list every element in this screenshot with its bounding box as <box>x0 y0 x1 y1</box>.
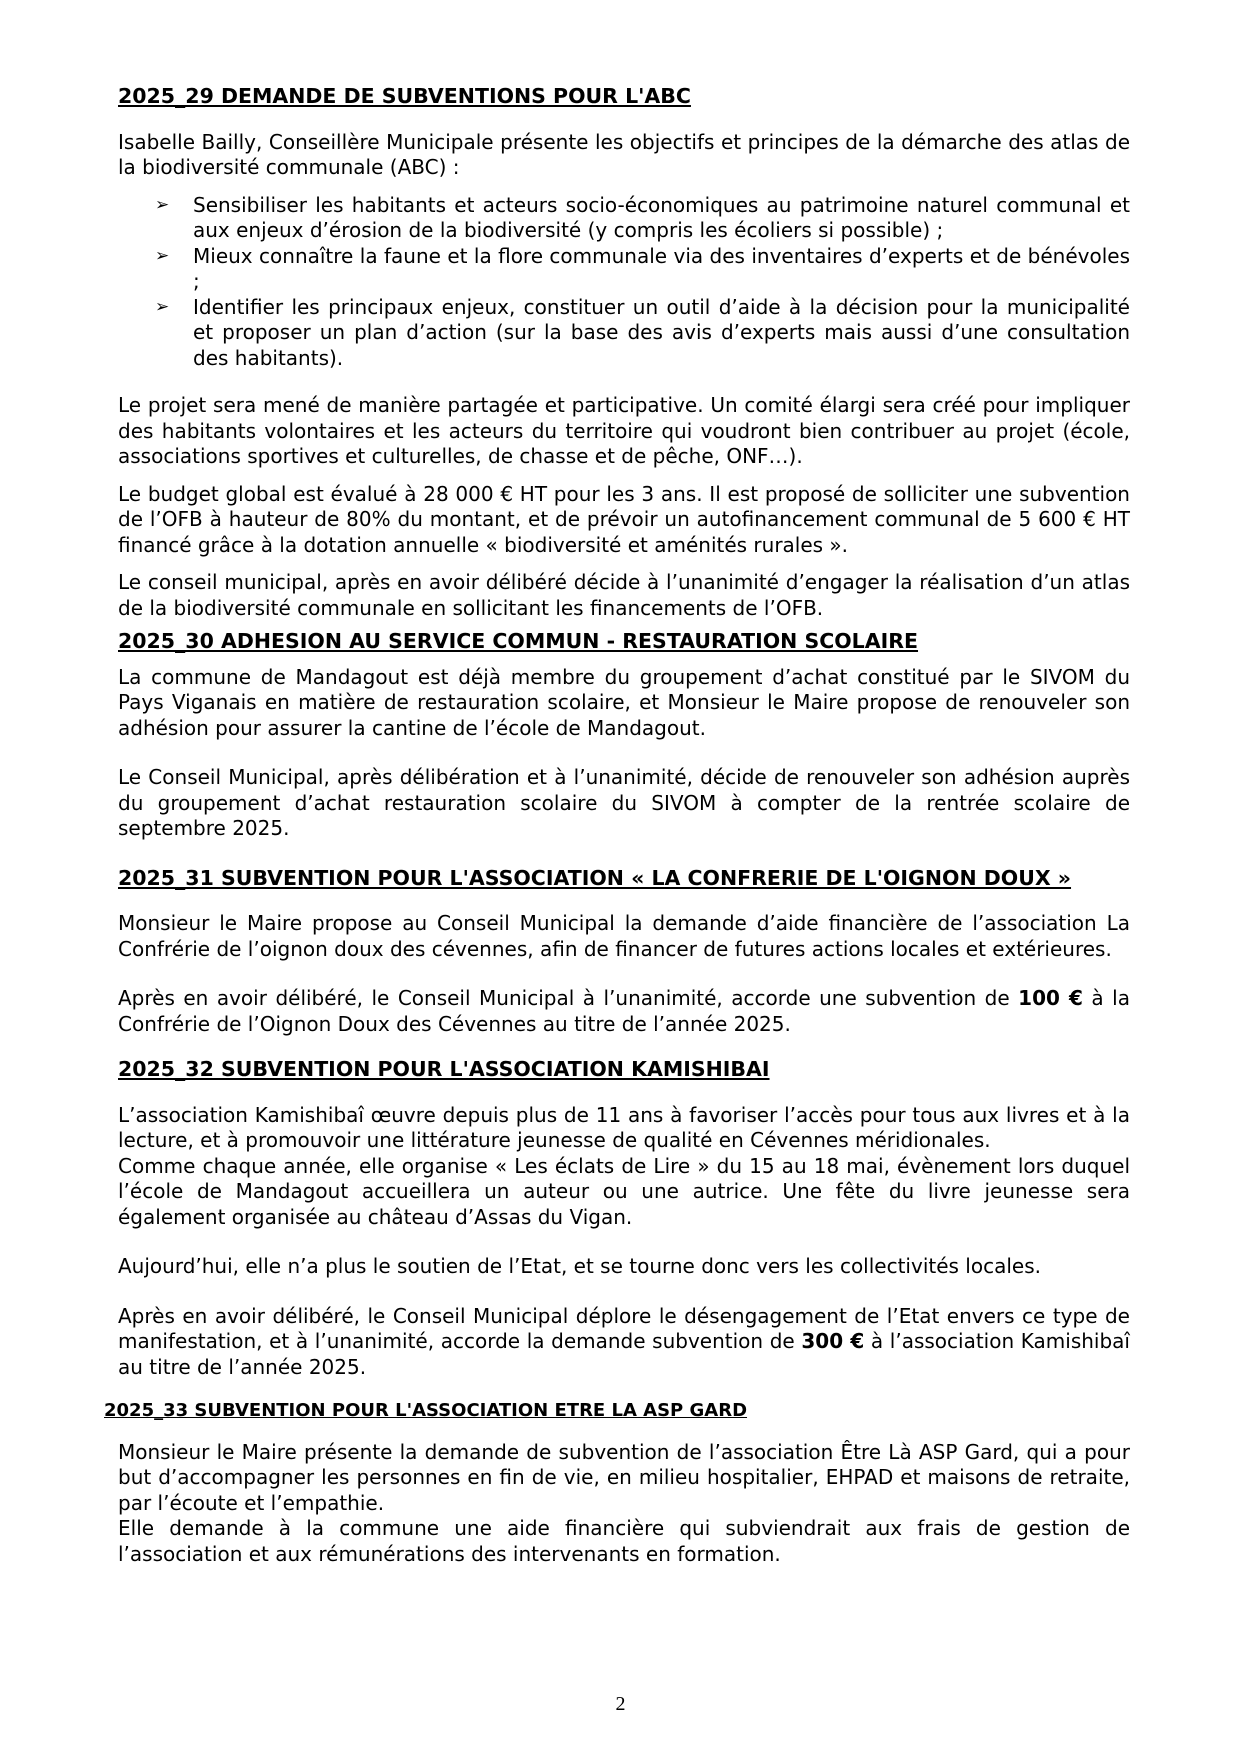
list-item <box>155 294 1130 372</box>
section-29-paragraph-budget: Le budget global est évalué à 28 000 € HT pour les 3 ans. Il est proposé de solliciter une subvention de l’OFB à hauteur de 80% du montant, et de prévoir un autofinancement communal de 5 600 € HT financé grâce à la dotation annuelle « biodiversité et aménités rurales ». <box>118 481 1130 557</box>
section-title-2025-33: 2025_33 SUBVENTION POUR L'ASSOCIATION ETRE LA ASP GARD <box>104 1400 748 1421</box>
event-description: Comme chaque année, elle organise « Les éclats de Lire » du 15 au 18 mai, évènement lors duquel l’école de Mandagout accueillera un auteur ou une autrice. Une fête du livre jeunesse sera également organisée au château d’Assas du Vigan. <box>118 1153 1130 1229</box>
section-31-paragraph-decision <box>118 986 1130 1037</box>
list-item-text: Mieux connaître la faune et la flore communale via des inventaires d’experts et de bénévoles ; <box>193 243 1130 293</box>
section-29-paragraph-decision: Le conseil municipal, après en avoir délibéré décide à l’unanimité d’engager la réalisation d’un atlas de la biodiversité communale en sollicitant les financements de l’OFB. <box>118 570 1130 620</box>
section-32-paragraph-support: Aujourd’hui, elle n’a plus le soutien de l’Etat, et se tourne donc vers les collectivités locales. <box>118 1254 1041 1278</box>
funding-request: Elle demande à la commune une aide financière qui subviendrait aux frais de gestion de l’association et aux rémunérations des intervenants en formation. <box>118 1516 1130 1566</box>
association-description: L’association Kamishibaî œuvre depuis plus de 11 ans à favoriser l’accès pour tous aux livres et à la lecture, et à promouvoir une littérature jeunesse de qualité en Cévennes méridionales. <box>118 1102 1130 1152</box>
list-item <box>155 243 1130 295</box>
section-33-paragraph-request <box>118 1440 1130 1568</box>
document-body <box>104 84 1130 1579</box>
list-item-text: Identifier les principaux enjeux, constituer un outil d’aide à la décision pour la municipalité et proposer un plan d’action (sur la base des avis d’experts mais aussi d’une consultation des habitants). <box>193 294 1130 370</box>
section-32-paragraph-decision <box>118 1304 1130 1381</box>
section-32-paragraph-association <box>118 1103 1130 1231</box>
section-31-paragraph-request: Monsieur le Maire propose au Conseil Municipal la demande d’aide financière de l’association La Confrérie de l’oignon doux des cévennes, afin de financer de futures actions locales et extérieures. <box>118 911 1130 961</box>
subsidy-amount: 100 € <box>1018 986 1083 1010</box>
arrow-bullet-icon: ➢ <box>155 245 170 266</box>
decision-text: Après en avoir délibéré, le Conseil Municipal déplore le désengagement de l’Etat envers ce type de manifestation, et à l’unanimité, accorde la demande subvention de <box>118 1303 1130 1353</box>
section-29-paragraph-project: Le projet sera mené de manière partagée et participative. Un comité élargi sera créé pour impliquer des habitants volontaires et les acteurs du territoire qui voudront bien contribuer au projet (école, associations sportives et culturelles, de chasse et de pêche, ONF…). <box>118 393 1130 468</box>
subsidy-amount: 300 € <box>801 1329 865 1353</box>
section-title-2025-32: 2025_32 SUBVENTION POUR L'ASSOCIATION KAMISHIBAI <box>118 1057 770 1081</box>
arrow-bullet-icon: ➢ <box>155 296 170 317</box>
arrow-bullet-icon: ➢ <box>155 194 170 215</box>
decision-text: à la Confrérie de l’Oignon Doux des Cévennes au titre de l’année 2025. <box>118 986 1130 1036</box>
section-30-paragraph-decision: Le Conseil Municipal, après délibération et à l’unanimité, décide de renouveler son adhésion auprès du groupement d’achat restauration scolaire du SIVOM à compter de la rentrée scolaire de septembre 2025. <box>118 765 1130 840</box>
section-title-2025-29: 2025_29 DEMANDE DE SUBVENTIONS POUR L'ABC <box>118 84 691 108</box>
section-29-intro: Isabelle Bailly, Conseillère Municipale présente les objectifs et principes de la démarche des atlas de la biodiversité communale (ABC) : <box>118 129 1130 179</box>
decision-text: à l’association Kamishibaî au titre de l’année 2025. <box>118 1329 1130 1379</box>
page-number: 2 <box>615 1693 626 1715</box>
association-description: Monsieur le Maire présente la demande de subvention de l’association Être Là ASP Gard, qui a pour but d’accompagner les personnes en fin de vie, en milieu hospitalier, EHPAD et maisons de retraite, par l’écoute et l’empathie. <box>118 1439 1130 1515</box>
section-title-2025-30: 2025_30 ADHESION AU SERVICE COMMUN - RESTAURATION SCOLAIRE <box>118 629 919 653</box>
objectives-list <box>118 193 1130 372</box>
list-item <box>155 192 1130 244</box>
decision-text: Après en avoir délibéré, le Conseil Municipal à l’unanimité, accorde une subvention de <box>118 986 1019 1010</box>
list-item-text: Sensibiliser les habitants et acteurs socio-économiques au patrimoine naturel communal et aux enjeux d’érosion de la biodiversité (y compris les écoliers si possible) ; <box>193 192 1130 242</box>
section-30-paragraph-membership: La commune de Mandagout est déjà membre du groupement d’achat constitué par le SIVOM du Pays Viganais en matière de restauration scolaire, et Monsieur le Maire propose de renouveler son adhésion pour assurer la cantine de l’école de Mandagout. <box>118 664 1130 740</box>
section-title-2025-31: 2025_31 SUBVENTION POUR L'ASSOCIATION « LA CONFRERIE DE L'OIGNON DOUX » <box>118 865 1072 890</box>
